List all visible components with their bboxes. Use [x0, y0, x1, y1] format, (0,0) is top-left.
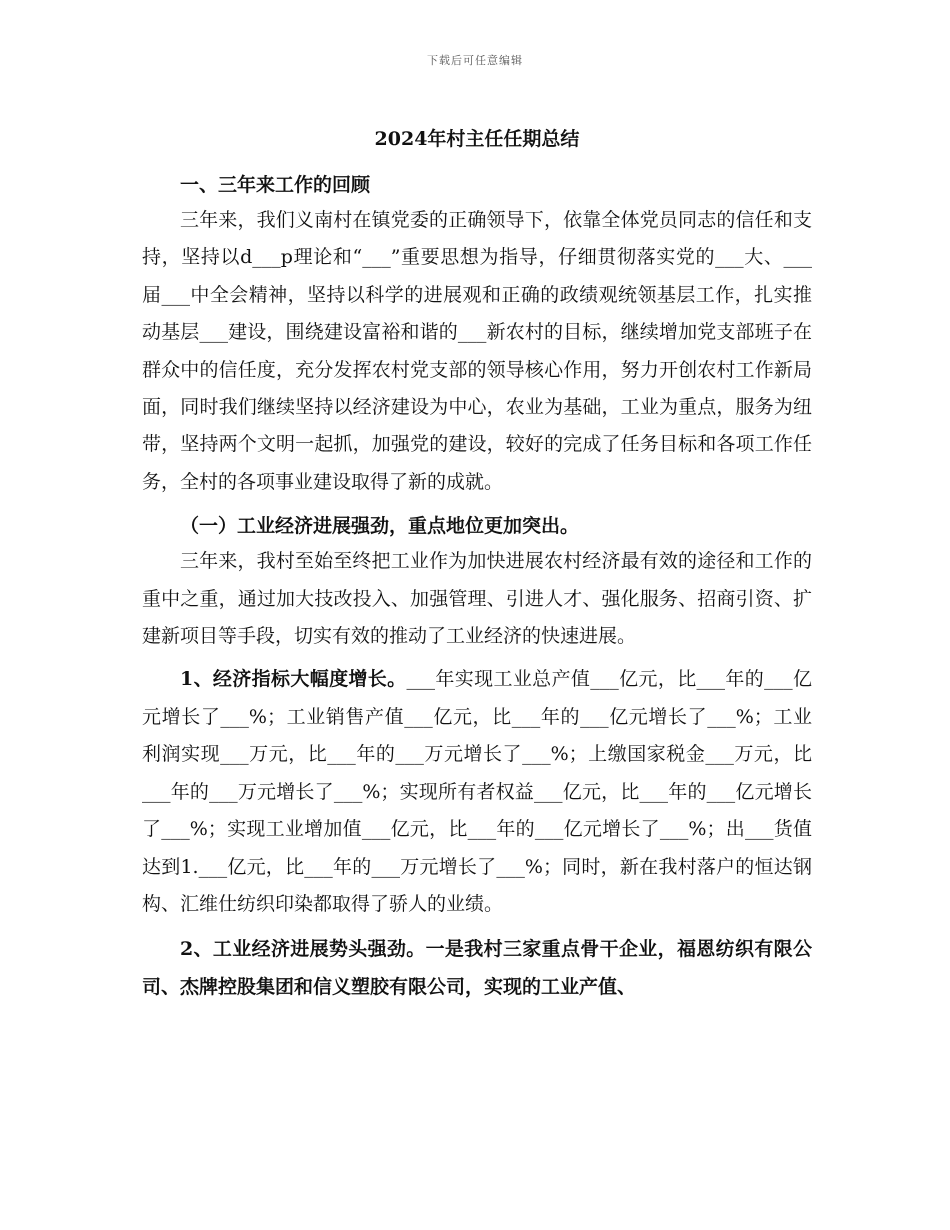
item-text-economic-indicators: ___年实现工业总产值___亿元，比___年的___亿元增长了___%；工业销售产值___亿元，比___年的___亿元增长了___%；工业利润实现___万元，比___年的___万元增长了___%；上缴国家税金___万元，比___年的___万元增长了___%；实现所有者权益___亿元，比___年的___亿元增长了___%；实现工业增加值___亿元，比___年的___亿元增长了___%；出___货值达到1.___亿元，比___年的___万元增长了___%；同时，新在我村落户的恒达钢构、汇维仕纺织印染都取得了骄人的业绩。 [142, 668, 812, 915]
subsection-heading-industry: （一）工业经济进展强劲，重点地位更加突出。 [180, 515, 580, 538]
paragraph-industry: 三年来，我村至始至终把工业作为加快进展农村经济最有效的途径和工作的重中之重，通过加大技改投入、加强管理、引进人才、强化服务、招商引资、扩建新项目等手段，切实有效的推动了工业经济的快速进展。 [142, 550, 812, 648]
paragraph-industry-momentum: 2、工业经济进展势头强劲。一是我村三家重点骨干企业，福恩纺织有限公司、杰牌控股集团和信义塑胶有限公司，实现的工业产值、 [142, 938, 812, 998]
item-lead-economic-indicators: 1、经济指标大幅度增长。 [180, 668, 407, 691]
paragraph-economic-indicators [142, 661, 812, 923]
document-title: 2024年村主任任期总结 [374, 128, 580, 150]
document-body [142, 118, 812, 1006]
page-header: 下载后可任意编辑 [427, 54, 523, 67]
paragraph-review: 三年来，我们义南村在镇党委的正确领导下，依靠全体党员同志的信任和支持，坚持以d___p理论和“___”重要思想为指导，仔细贯彻落实党的___大、___届___中全会精神，坚持以科学的进展观和正确的政绩观统领基层工作，扎实推动基层___建设，围绕建设富裕和谐的___新农村的目标，继续增加党支部班子在群众中的信任度，充分发挥农村党支部的领导核心作用，努力开创农村工作新局面，同时我们继续坚持以经济建设为中心，农业为基础，工业为重点，服务为纽带，坚持两个文明一起抓，加强党的建设，较好的完成了任务目标和各项工作任务，全村的各项事业建设取得了新的成就。 [142, 209, 812, 493]
section-heading-review: 一、三年来工作的回顾 [180, 174, 371, 196]
